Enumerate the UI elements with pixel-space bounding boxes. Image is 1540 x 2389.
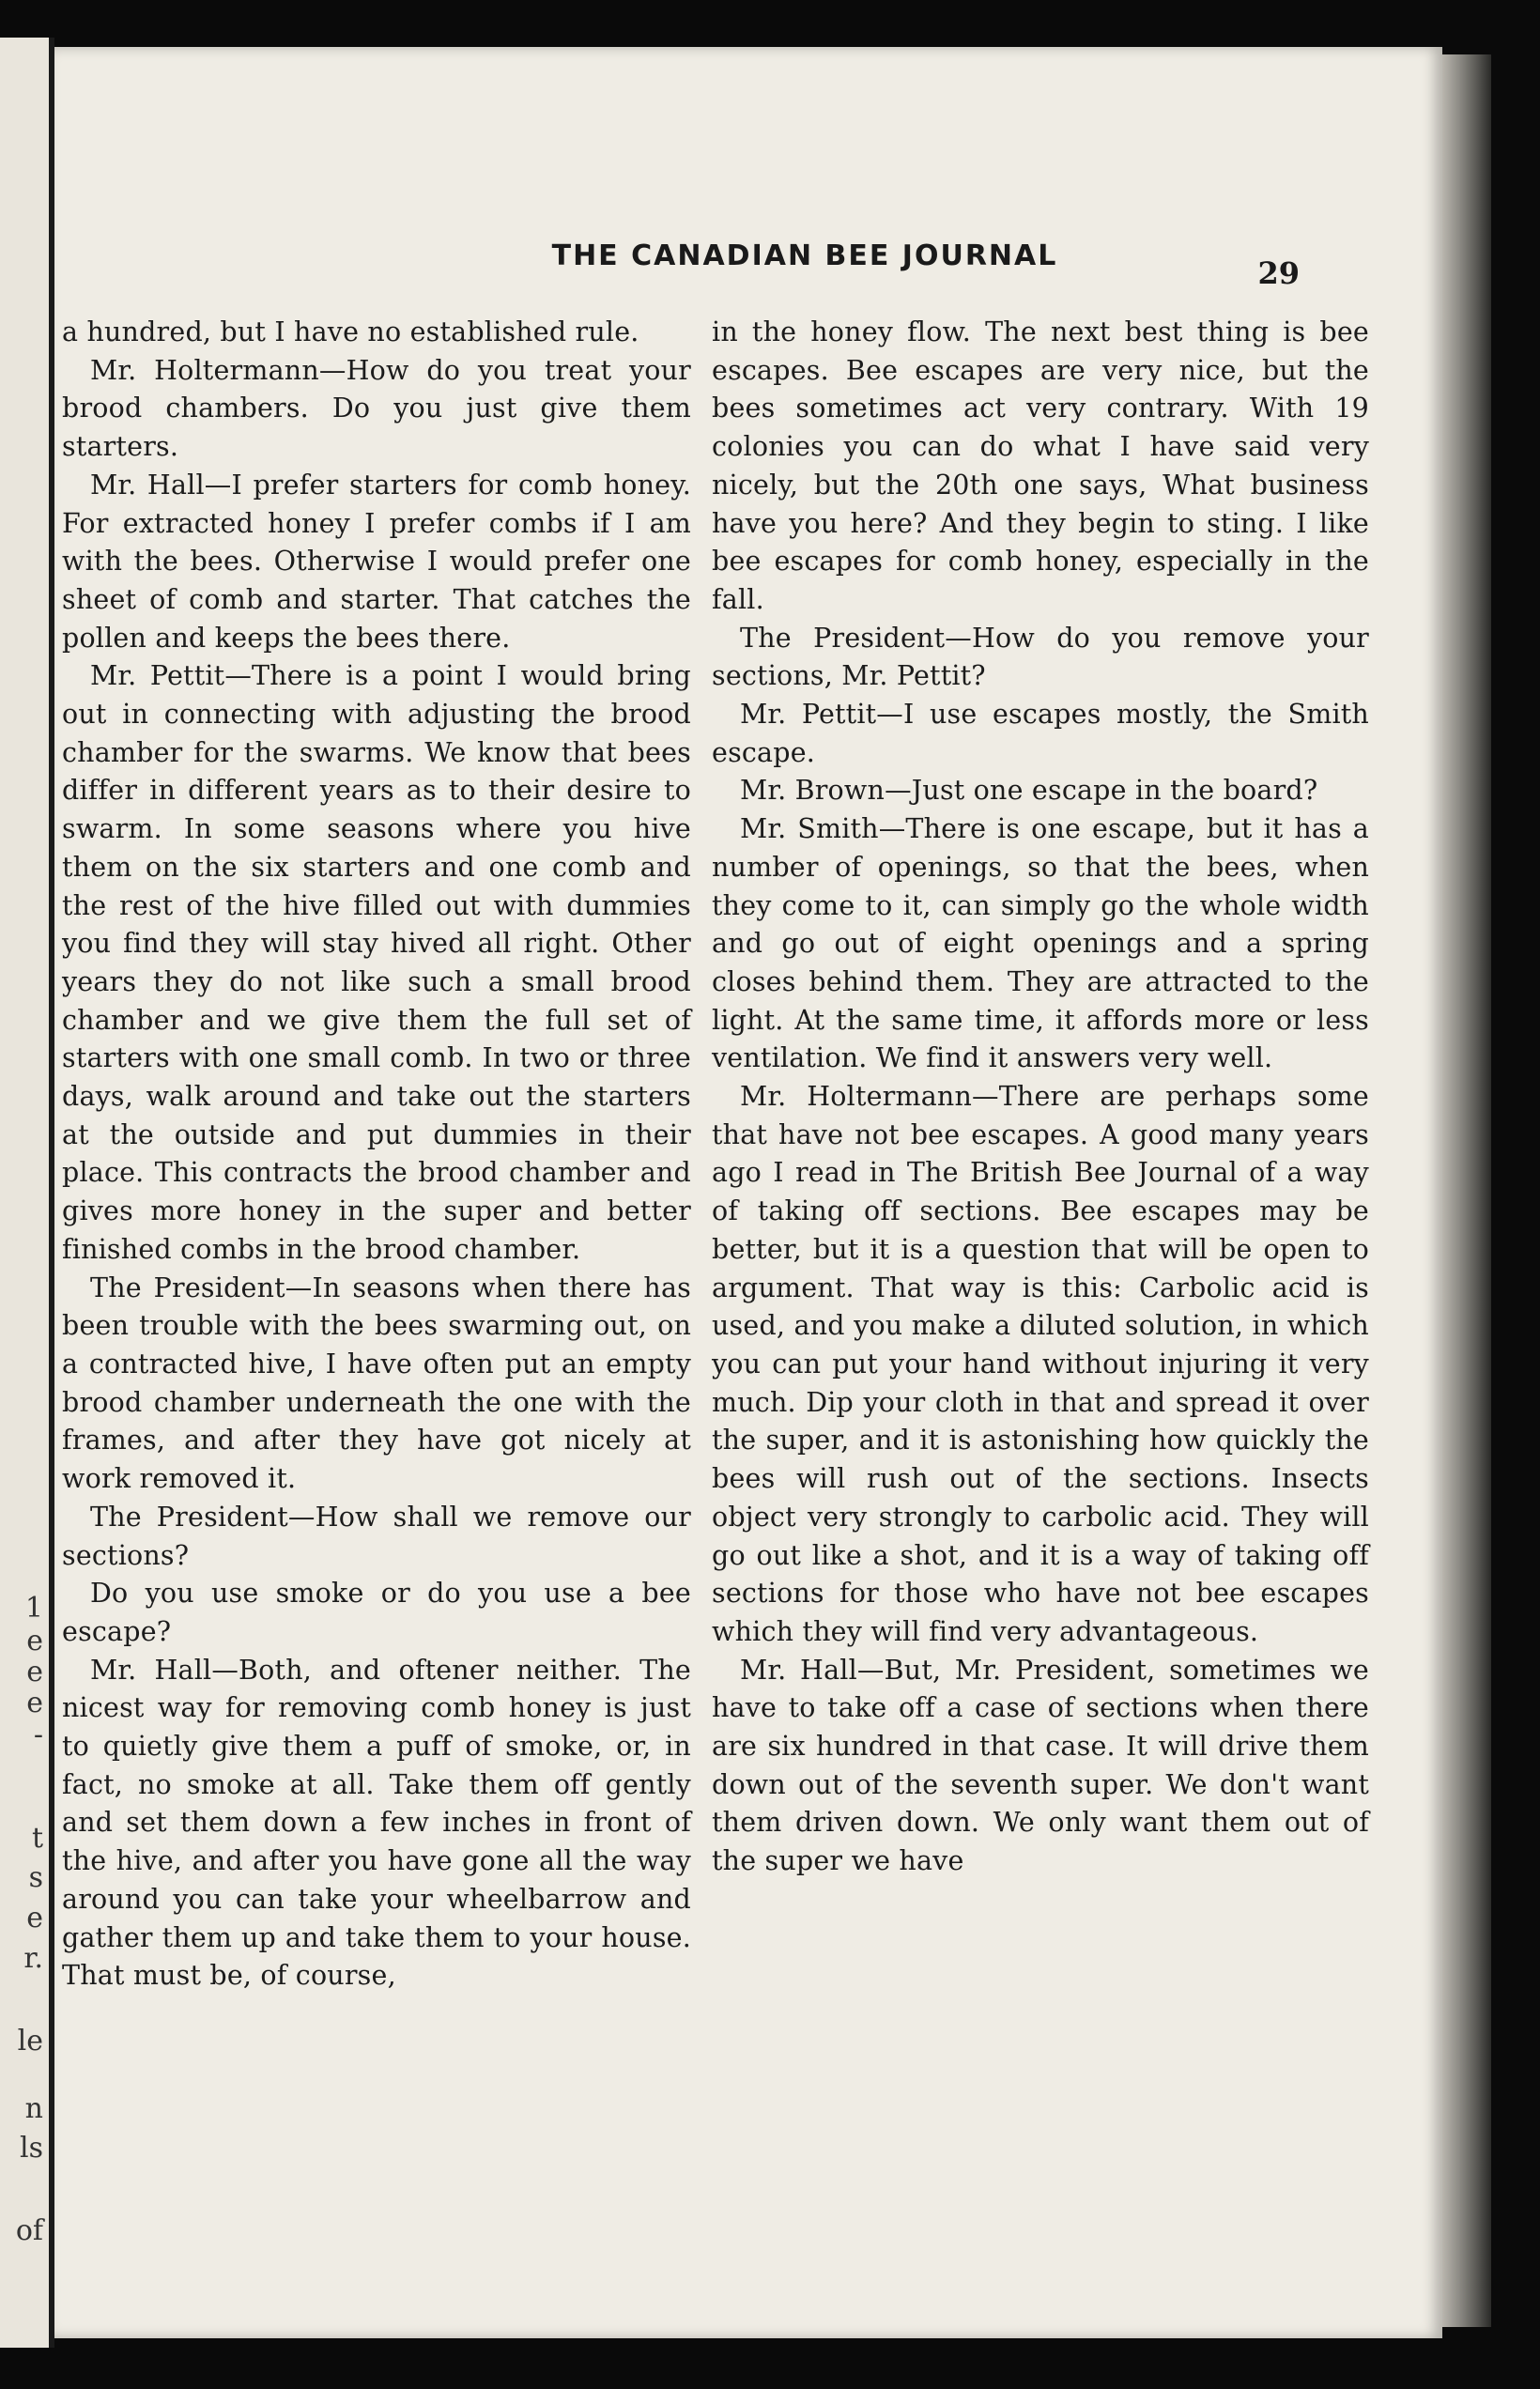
paragraph: The President—In seasons when there has been trouble with the bees swarming out, on a contracted hive, I have often put an empty brood chamber underneath the one with the frames, and after they have got nicely at work removed it. [62,1272,691,1495]
paragraph: Mr. Brown—Just one escape in the board? [740,775,1318,807]
paragraph: Mr. Hall—But, Mr. President, sometimes we have to take off a case of sections when there are six hundred in that case. It will drive them down out of the seventh super. We don't want them driven down. We only want them out of the super we have [712,1654,1369,1877]
edge-fragment: n [24,2092,43,2125]
edge-fragment: 1 [24,1592,43,1625]
edge-fragment: t [31,1822,43,1855]
paragraph: Mr. Holtermann—There are perhaps some that have not bee escapes. A good many years ago I read in The British Bee Journal of a way of taking off sections. Bee escapes may be better, but it is a question that will be open to argument. That way is this: Carbolic acid is used, and you make a diluted solution, in which you can put your hand without injuring it very much. Dip your cloth in that and spread it over the super, and it is astonishing how quickly the bees will rush out of the sections. Insects object very strongly to carbolic acid. They will go out like a shot, and it is a way of taking off sections for those who have not bee escapes which they will find very advantageous. [712,1081,1369,1647]
edge-fragment: r. [23,1942,43,1975]
book-page-stack-edge [1442,54,1491,2327]
edge-fragment: le [17,2025,43,2058]
paragraph: Mr. Smith—There is one escape, but it has a number of openings, so that the bees, when they come to it, can simply go the whole width and go out of eight openings and a spring closes behind them. They are attracted to the light. At the same time, it affords more or less ventilation. We find it answers very well. [712,813,1369,1074]
paragraph: The President—How shall we remove our sections? [62,1501,691,1571]
edge-fragment: e [26,1902,43,1934]
paragraph: a hundred, but I have no established rule. [62,316,639,347]
paragraph: The President—How do you remove your sections, Mr. Pettit? [712,622,1369,692]
running-header [54,239,1442,272]
edge-fragment: of [15,2214,43,2247]
edge-fragment: - [33,1719,43,1751]
page-number: 29 [1257,255,1300,291]
paragraph: Mr. Hall—Both, and oftener neither. The nicest way for removing comb honey is just to quietly give them a puff of smoke, or, in fact, no smoke at all. Take them off gently and set them down a few inches in front of the hive, and after you have gone all the way around you can take your wheelbarrow and gather them up and take them to your house. That must be, of course, [62,1654,691,1992]
edge-fragment: s [28,1861,43,1894]
paragraph: in the honey flow. The next best thing is bee escapes. Bee escapes are very nice, but the bees sometimes act very contrary. With 19 colonies you can do what I have said very nicely, but the 20th one says, What business have you here? And they begin to sting. I like bee escapes for comb honey, especially in the fall. [712,316,1369,615]
paragraph: Mr. Pettit—I use escapes mostly, the Smith escape. [712,699,1369,768]
paragraph: Mr. Hall—I prefer starters for comb honey. For extracted honey I prefer combs if I am with the bees. Otherwise I would prefer one sheet of comb and starter. That catches the pollen and keeps the bees there. [62,469,691,654]
right-column [712,314,1369,1881]
journal-title: THE CANADIAN BEE JOURNAL [551,239,1058,272]
left-column [62,314,691,1996]
edge-fragment: e [26,1687,43,1719]
edge-fragment: e [26,1625,43,1657]
facing-page-edge [0,38,54,2348]
journal-page [54,47,1442,2338]
paragraph: Do you use smoke or do you use a bee escape? [62,1578,691,1647]
edge-fragment: ls [20,2132,43,2165]
edge-fragment: e [26,1656,43,1688]
paragraph: Mr. Holtermann—How do you treat your brood chambers. Do you just give them starters. [62,354,691,463]
paragraph: Mr. Pettit—There is a point I would bring out in connecting with adjusting the brood chamber for the swarms. We know that bees differ in different years as to their desire to swarm. In some seasons where you hive them on the six starters and one comb and the rest of the hive filled out with dummies you find they will stay hived all right. Other years they do not like such a small brood chamber and we give them the full set of starters with one small comb. In two or three days, walk around and take out the starters at the outside and put dummies in their place. This contracts the brood chamber and gives more honey in the super and better finished combs in the brood chamber. [62,660,691,1265]
